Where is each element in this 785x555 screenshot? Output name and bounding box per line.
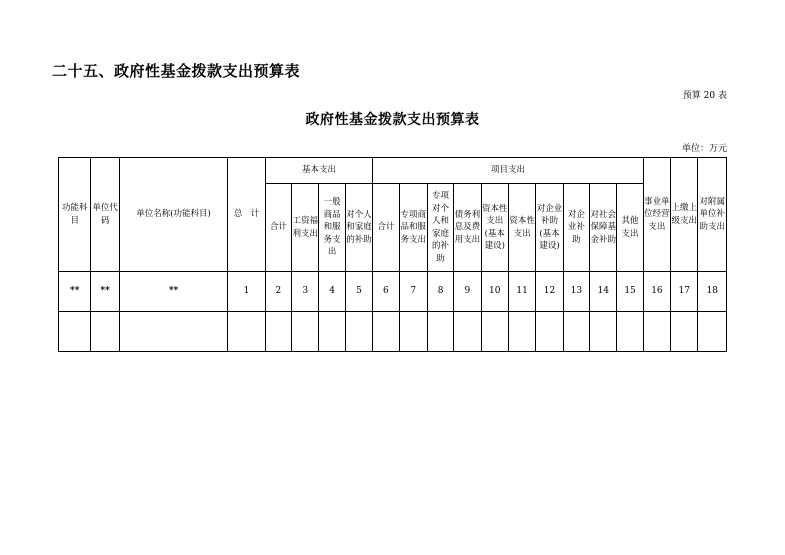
header-func-subject: 功能科目 bbox=[59, 158, 91, 272]
header-row-groups bbox=[59, 158, 727, 184]
empty-cell bbox=[643, 312, 670, 352]
header-proj-capital-build: 资本性支出(基本建设) bbox=[481, 184, 508, 272]
index-cell: 3 bbox=[292, 272, 319, 312]
empty-data-row bbox=[59, 312, 727, 352]
index-cell: 18 bbox=[698, 272, 727, 312]
header-proj-capital: 资本性支出 bbox=[508, 184, 535, 272]
index-cell: 13 bbox=[563, 272, 589, 312]
empty-cell bbox=[671, 312, 698, 352]
header-unit-code: 单位代码 bbox=[91, 158, 119, 272]
empty-cell bbox=[399, 312, 427, 352]
page-heading: 二十五、政府性基金拨款支出预算表 bbox=[52, 62, 301, 80]
header-basic-wage: 工资福利支出 bbox=[292, 184, 319, 272]
form-number: 预算 20 表 bbox=[682, 91, 727, 101]
index-cell: 4 bbox=[319, 272, 345, 312]
empty-cell bbox=[617, 312, 643, 352]
header-basic-sum: 合计 bbox=[265, 184, 291, 272]
unit-label: 单位：万元 bbox=[681, 144, 727, 154]
index-cell: 16 bbox=[643, 272, 670, 312]
index-cell: 2 bbox=[265, 272, 291, 312]
header-proj-sum: 合计 bbox=[373, 184, 399, 272]
header-proj-enterprise: 对企业补助 bbox=[563, 184, 589, 272]
index-cell: 5 bbox=[345, 272, 372, 312]
header-proj-enterprise-build: 对企业补助(基本建设) bbox=[536, 184, 563, 272]
header-proj-debt: 债务利息及费用支出 bbox=[454, 184, 481, 272]
empty-cell bbox=[536, 312, 563, 352]
empty-cell bbox=[228, 312, 266, 352]
header-basic-personal: 对个人和家庭的补助 bbox=[345, 184, 372, 272]
index-cell: 15 bbox=[617, 272, 643, 312]
budget-table bbox=[58, 157, 727, 352]
index-cell: 12 bbox=[536, 272, 563, 312]
index-row bbox=[59, 272, 727, 312]
header-basic-group: 基本支出 bbox=[265, 158, 372, 184]
index-cell: 1 bbox=[228, 272, 266, 312]
index-cell: 6 bbox=[373, 272, 399, 312]
header-proj-goods: 专项商品和服务支出 bbox=[399, 184, 427, 272]
header-superior: 上缴上级支出 bbox=[671, 158, 698, 272]
empty-cell bbox=[373, 312, 399, 352]
empty-cell bbox=[345, 312, 372, 352]
empty-cell bbox=[454, 312, 481, 352]
empty-cell bbox=[91, 312, 119, 352]
empty-cell bbox=[563, 312, 589, 352]
index-cell: 14 bbox=[590, 272, 617, 312]
empty-cell bbox=[427, 312, 453, 352]
header-proj-other: 其他支出 bbox=[617, 184, 643, 272]
empty-cell bbox=[265, 312, 291, 352]
index-cell: 11 bbox=[508, 272, 535, 312]
header-business: 事业单位经营支出 bbox=[643, 158, 670, 272]
header-basic-goods: 一般商品和服务支出 bbox=[319, 184, 345, 272]
header-proj-social: 对社会保障基金补助 bbox=[590, 184, 617, 272]
index-cell: 17 bbox=[671, 272, 698, 312]
empty-cell bbox=[59, 312, 91, 352]
header-total: 总 计 bbox=[228, 158, 266, 272]
header-subsidiary: 对附属单位补助支出 bbox=[698, 158, 727, 272]
index-cell: ** bbox=[59, 272, 91, 312]
empty-cell bbox=[292, 312, 319, 352]
index-cell: ** bbox=[119, 272, 227, 312]
empty-cell bbox=[590, 312, 617, 352]
index-cell: 7 bbox=[399, 272, 427, 312]
index-cell: 9 bbox=[454, 272, 481, 312]
index-cell: ** bbox=[91, 272, 119, 312]
index-cell: 8 bbox=[427, 272, 453, 312]
index-cell: 10 bbox=[481, 272, 508, 312]
empty-cell bbox=[119, 312, 227, 352]
header-proj-personal: 专项对个人和家庭的补助 bbox=[427, 184, 453, 272]
table-title: 政府性基金拨款支出预算表 bbox=[305, 112, 480, 128]
empty-cell bbox=[319, 312, 345, 352]
empty-cell bbox=[481, 312, 508, 352]
empty-cell bbox=[508, 312, 535, 352]
empty-cell bbox=[698, 312, 727, 352]
header-project-group: 项目支出 bbox=[373, 158, 644, 184]
header-unit-name: 单位名称(功能科目) bbox=[119, 158, 227, 272]
